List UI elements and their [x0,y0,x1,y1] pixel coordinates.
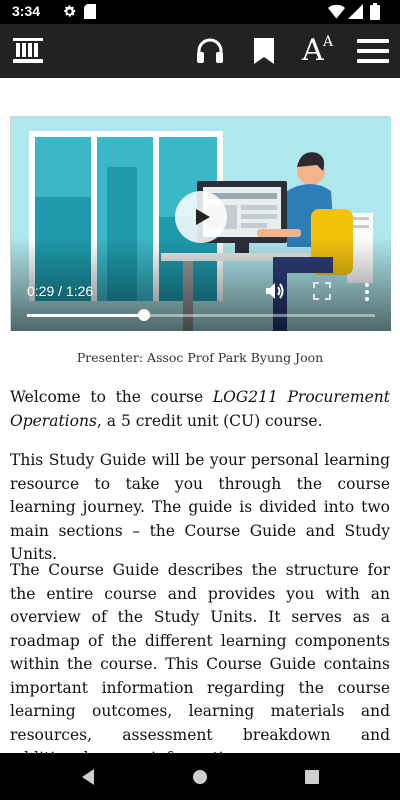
course-title: LOG211 Procurement Operations [10,388,390,430]
headphones-icon [196,38,224,64]
menu-icon [357,39,389,63]
font-size-icon [300,31,336,71]
back-icon [78,767,98,787]
status-bar [0,0,400,24]
settings-icon [62,4,77,24]
video-progress-fill [27,314,144,317]
video-time-separator: / [54,283,66,299]
paragraph-study-guide: This Study Guide will be your personal learning resource to take you through the course learning journey. The guide is divided into two main sections – the Course Guide and Study Units. [10,451,390,563]
more-options-button[interactable] [361,281,373,303]
recents-icon [302,767,322,787]
video-current-time: 0:29 [27,283,55,299]
home-button[interactable] [190,767,210,787]
video-caption: Presenter: Assoc Prof Park Byung Joon [76,350,324,365]
reader-content [0,78,400,753]
battery-icon [370,3,380,25]
fullscreen-button[interactable] [311,280,333,302]
status-time: 3:34 [12,3,41,19]
system-navigation-bar [0,753,400,800]
menu-button[interactable] [352,24,394,78]
video-duration: 1:26 [65,283,94,299]
more-vert-icon [361,281,373,303]
signal-icon [348,4,363,24]
reader-toolbar [0,24,400,78]
paragraph-welcome [10,386,390,433]
audio-button[interactable] [190,24,230,78]
bookmark-button[interactable] [244,24,284,78]
video-player[interactable] [10,116,390,330]
recents-button[interactable] [302,767,322,787]
welcome-text-start: Welcome to the course [10,388,213,406]
library-icon [13,38,43,64]
video-time [27,283,93,299]
video-progress-bar[interactable] [27,314,375,317]
welcome-text-end: , a 5 credit unit (CU) course. [96,411,323,430]
paragraph-course-guide: The Course Guide describes the structure for the entire course and provides you with an overview of the Study Units. It serves as a roadmap of the different learning components within the course. This Course Guide contains important information regarding the course learning outcomes, learning materials and resources, assessment breakdown and [10,561,390,744]
wifi-icon [328,4,345,24]
font-size-letter-small: A [323,34,334,50]
library-button[interactable] [8,24,48,78]
fullscreen-icon [311,280,333,302]
bookmark-icon [254,38,274,64]
font-size-button[interactable] [296,24,340,78]
back-button[interactable] [78,767,98,787]
volume-button[interactable] [263,279,287,303]
home-icon [190,767,210,787]
sd-card-icon [84,4,96,24]
volume-icon [263,279,287,303]
font-size-letter-large: A [302,33,324,68]
play-icon [175,191,227,243]
play-button[interactable] [175,191,227,243]
